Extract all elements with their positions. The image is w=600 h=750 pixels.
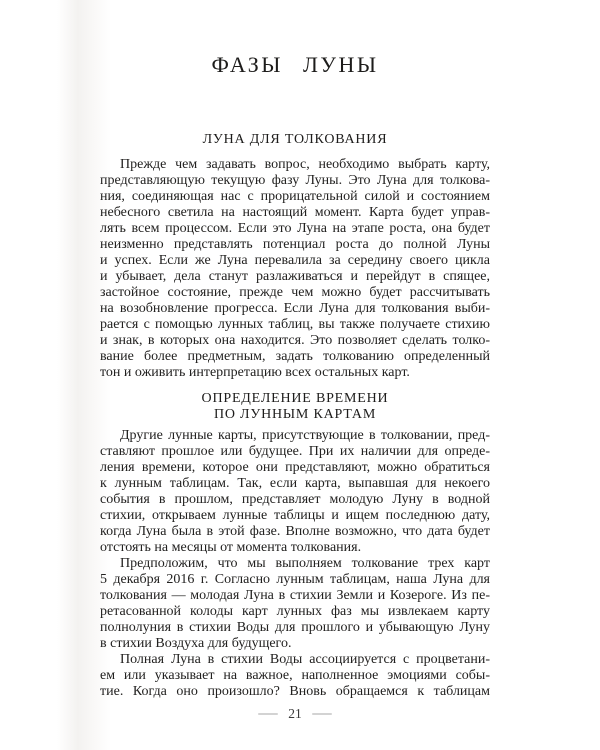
text-line: застойное состояние, прежде чем можно будет рассчитывать [100,285,490,300]
text-line: рается с помощью лунных таблиц, вы также получаете стихию [100,317,490,332]
page-number-row [100,706,490,722]
text-line: когда Луна была в этой фазе. Вполне возможно, что дата будет [100,524,490,539]
text-line: неизменно представлять потенциал роста до полной Луны [100,237,490,252]
page-number-dash-right [312,713,332,715]
text-line: ретасованной колоды карт лунных фаз мы извлекаем карту [100,604,490,619]
text-line: в стихии Воздуха для будущего. [100,636,292,651]
text-line: лять всем процессом. Если это Луна на этапе роста, она будет [100,221,490,236]
text-line: Предположим, что мы выполняем толкование трех карт [120,556,490,571]
text-line: Прежде чем задавать вопрос, необходимо выбрать карту, [120,157,490,172]
text-line: небесного светила на настоящий момент. Карта будет управ- [100,205,490,220]
text-line: тие. Когда оно произошло? Вновь обращаемся к таблицам [100,684,490,699]
text-line: ния, соединяющая нас с прорицательной силой и состоянием [100,189,490,204]
text-line: ем или указывает на важное, наполненное эмоциями собы- [100,668,490,683]
text-line: 5 декабря 2016 г. Согласно лунным таблицам, наша Луна для [100,572,490,587]
text-line: толкования — молодая Луна в стихии Земли и Козероге. Из пе- [100,588,490,603]
paragraph [100,556,490,652]
paragraph [100,157,490,381]
text-line: вание более предметным, задать толкованию определенный [100,349,490,364]
section-heading [100,391,490,423]
section-heading-line: ЛУНА ДЛЯ ТОЛКОВАНИЯ [202,132,388,147]
text-line: и знак, в которых она находится. Это позволяет сделать толко- [100,333,490,348]
sections-container [100,132,490,700]
text-line: тон и оживить интерпретацию всех остальных карт. [100,365,410,380]
text-line: Полная Луна в стихии Воды ассоциируется с процветани- [120,652,490,667]
text-line: стихии, открываем лунные таблицы и ищем последнюю дату, [100,508,490,523]
page-content [100,0,490,722]
text-line: и успех. Если же Луна перевалила за середину своего цикла [100,253,490,268]
paragraph [100,428,490,556]
text-line: Другие лунные карты, присутствующие в толковании, пред- [120,428,490,443]
paragraph [100,652,490,700]
text-line: события в прошлом, представляет молодую Луну в водной [100,492,490,507]
text-line: отстоять на месяцы от момента толкования. [100,540,362,555]
text-line: ления времени, которое они представляют, можно обратиться [100,460,490,475]
text-line: ставляют прошлое или будущее. При их наличии для опреде- [100,444,490,459]
text-line: полнолуния в стихии Воды для прошлого и убывающую Луну [100,620,490,635]
section-heading-line: ПО ЛУННЫМ КАРТАМ [213,407,377,422]
text-line: и убывает, дела станут разлаживаться и перейдут в спящее, [100,269,490,284]
page-number: 21 [288,706,302,721]
page-number-dash-left [258,713,278,715]
section-heading-line: ОПРЕДЕЛЕНИЕ ВРЕМЕНИ [201,391,389,406]
page-title: ФАЗЫ ЛУНЫ [211,52,379,77]
text-line: к лунным таблицам. Так, если карта, выпавшая для некоего [100,476,490,491]
text-line: представляющую текущую фазу Луны. Это Луна для толкова- [100,173,490,188]
section-heading [100,132,490,148]
text-line: на возобновление прогресса. Если Луна для толкования выби- [100,301,490,316]
